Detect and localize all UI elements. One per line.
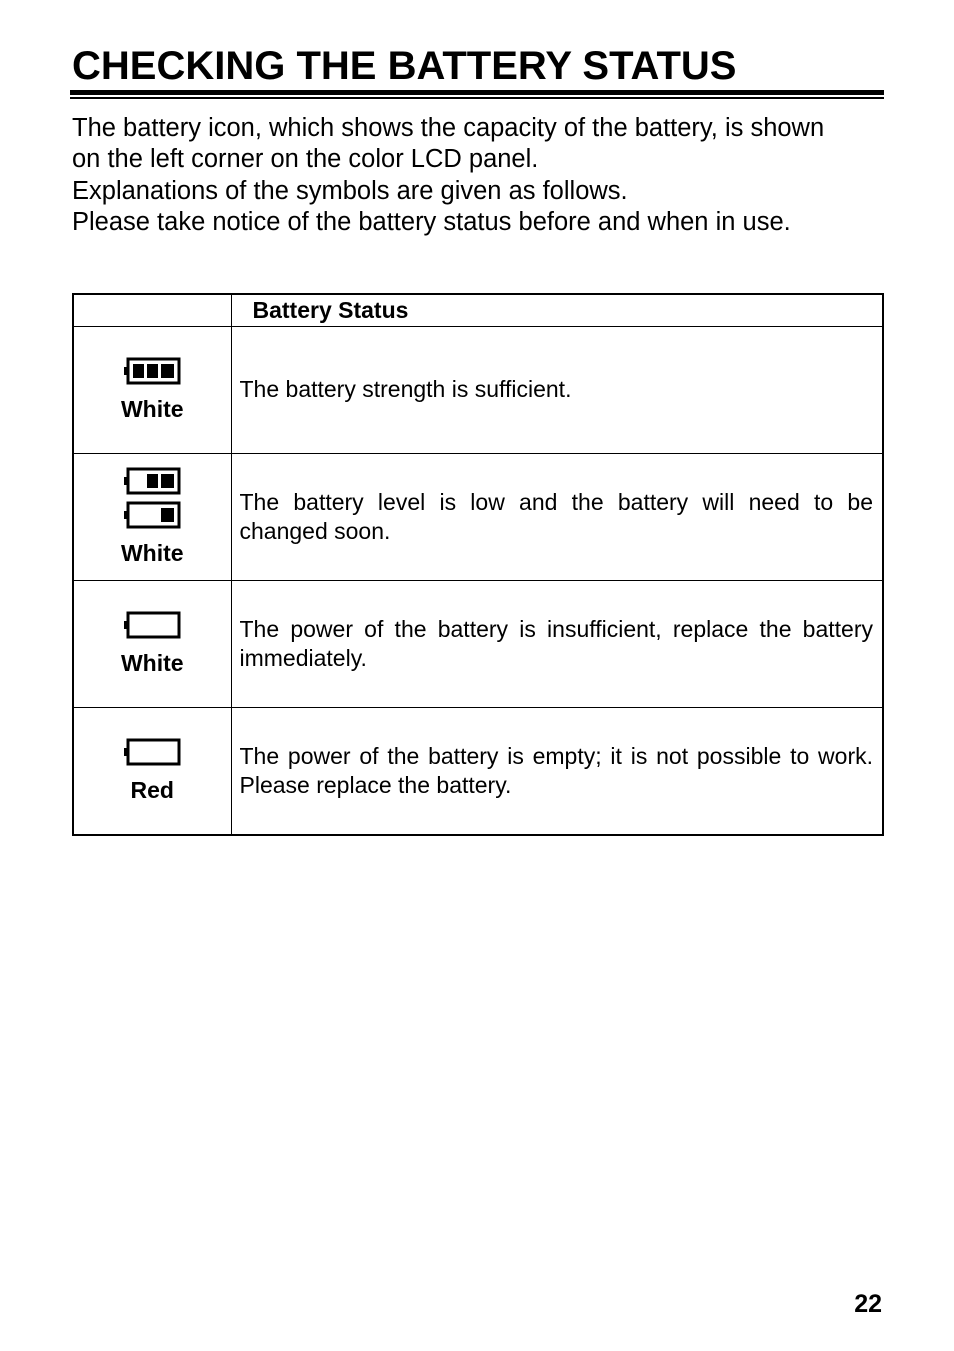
table-header-battery-status: Battery Status <box>231 294 883 327</box>
icon-cell <box>73 454 231 581</box>
icon-cell <box>73 581 231 708</box>
page-title: CHECKING THE BATTERY STATUS <box>72 44 737 88</box>
indicator-color-label: Red <box>130 777 174 803</box>
indicator-color-label: White <box>120 650 184 676</box>
status-description: The battery strength is sufficient. <box>239 376 572 403</box>
battery-one-bar-icon <box>123 501 181 529</box>
table-header-row <box>73 294 883 327</box>
intro-text <box>72 113 887 238</box>
description-cell <box>231 708 896 836</box>
status-description: The power of the battery is insufficient, replace the battery immediately. <box>239 615 873 671</box>
battery-empty-icon <box>123 611 181 639</box>
table-row <box>73 454 883 581</box>
intro-line: The battery icon, which shows the capacity of the battery, is shown <box>72 114 825 142</box>
status-description: The power of the battery is empty; it is not possible to work. Please replace the battery. <box>239 742 896 798</box>
table-row <box>73 708 883 836</box>
battery-two-bars-icon <box>123 467 181 495</box>
table-row <box>73 327 883 454</box>
table-header-empty <box>73 294 231 327</box>
title-underline-thin <box>70 97 884 99</box>
icon-cell <box>73 327 231 454</box>
description-cell <box>231 581 883 708</box>
intro-line: Explanations of the symbols are given as follows. <box>72 176 628 205</box>
indicator-color-label: White <box>120 396 184 422</box>
battery-empty-icon <box>123 738 181 766</box>
description-cell <box>231 454 883 581</box>
indicator-color-label: White <box>120 540 184 566</box>
intro-line: on the left corner on the color LCD panel. <box>72 145 539 174</box>
battery-full-icon <box>123 357 181 385</box>
intro-line: Please take notice of the battery status before and when in use. <box>72 207 791 236</box>
status-description: The battery level is low and the battery will need to be changed soon. <box>239 488 873 544</box>
title-underline-thick <box>70 90 884 95</box>
table-row <box>73 581 883 708</box>
page-number: 22 <box>854 1290 882 1318</box>
icon-cell <box>73 708 231 836</box>
description-cell <box>231 327 883 454</box>
battery-status-table <box>72 293 896 836</box>
